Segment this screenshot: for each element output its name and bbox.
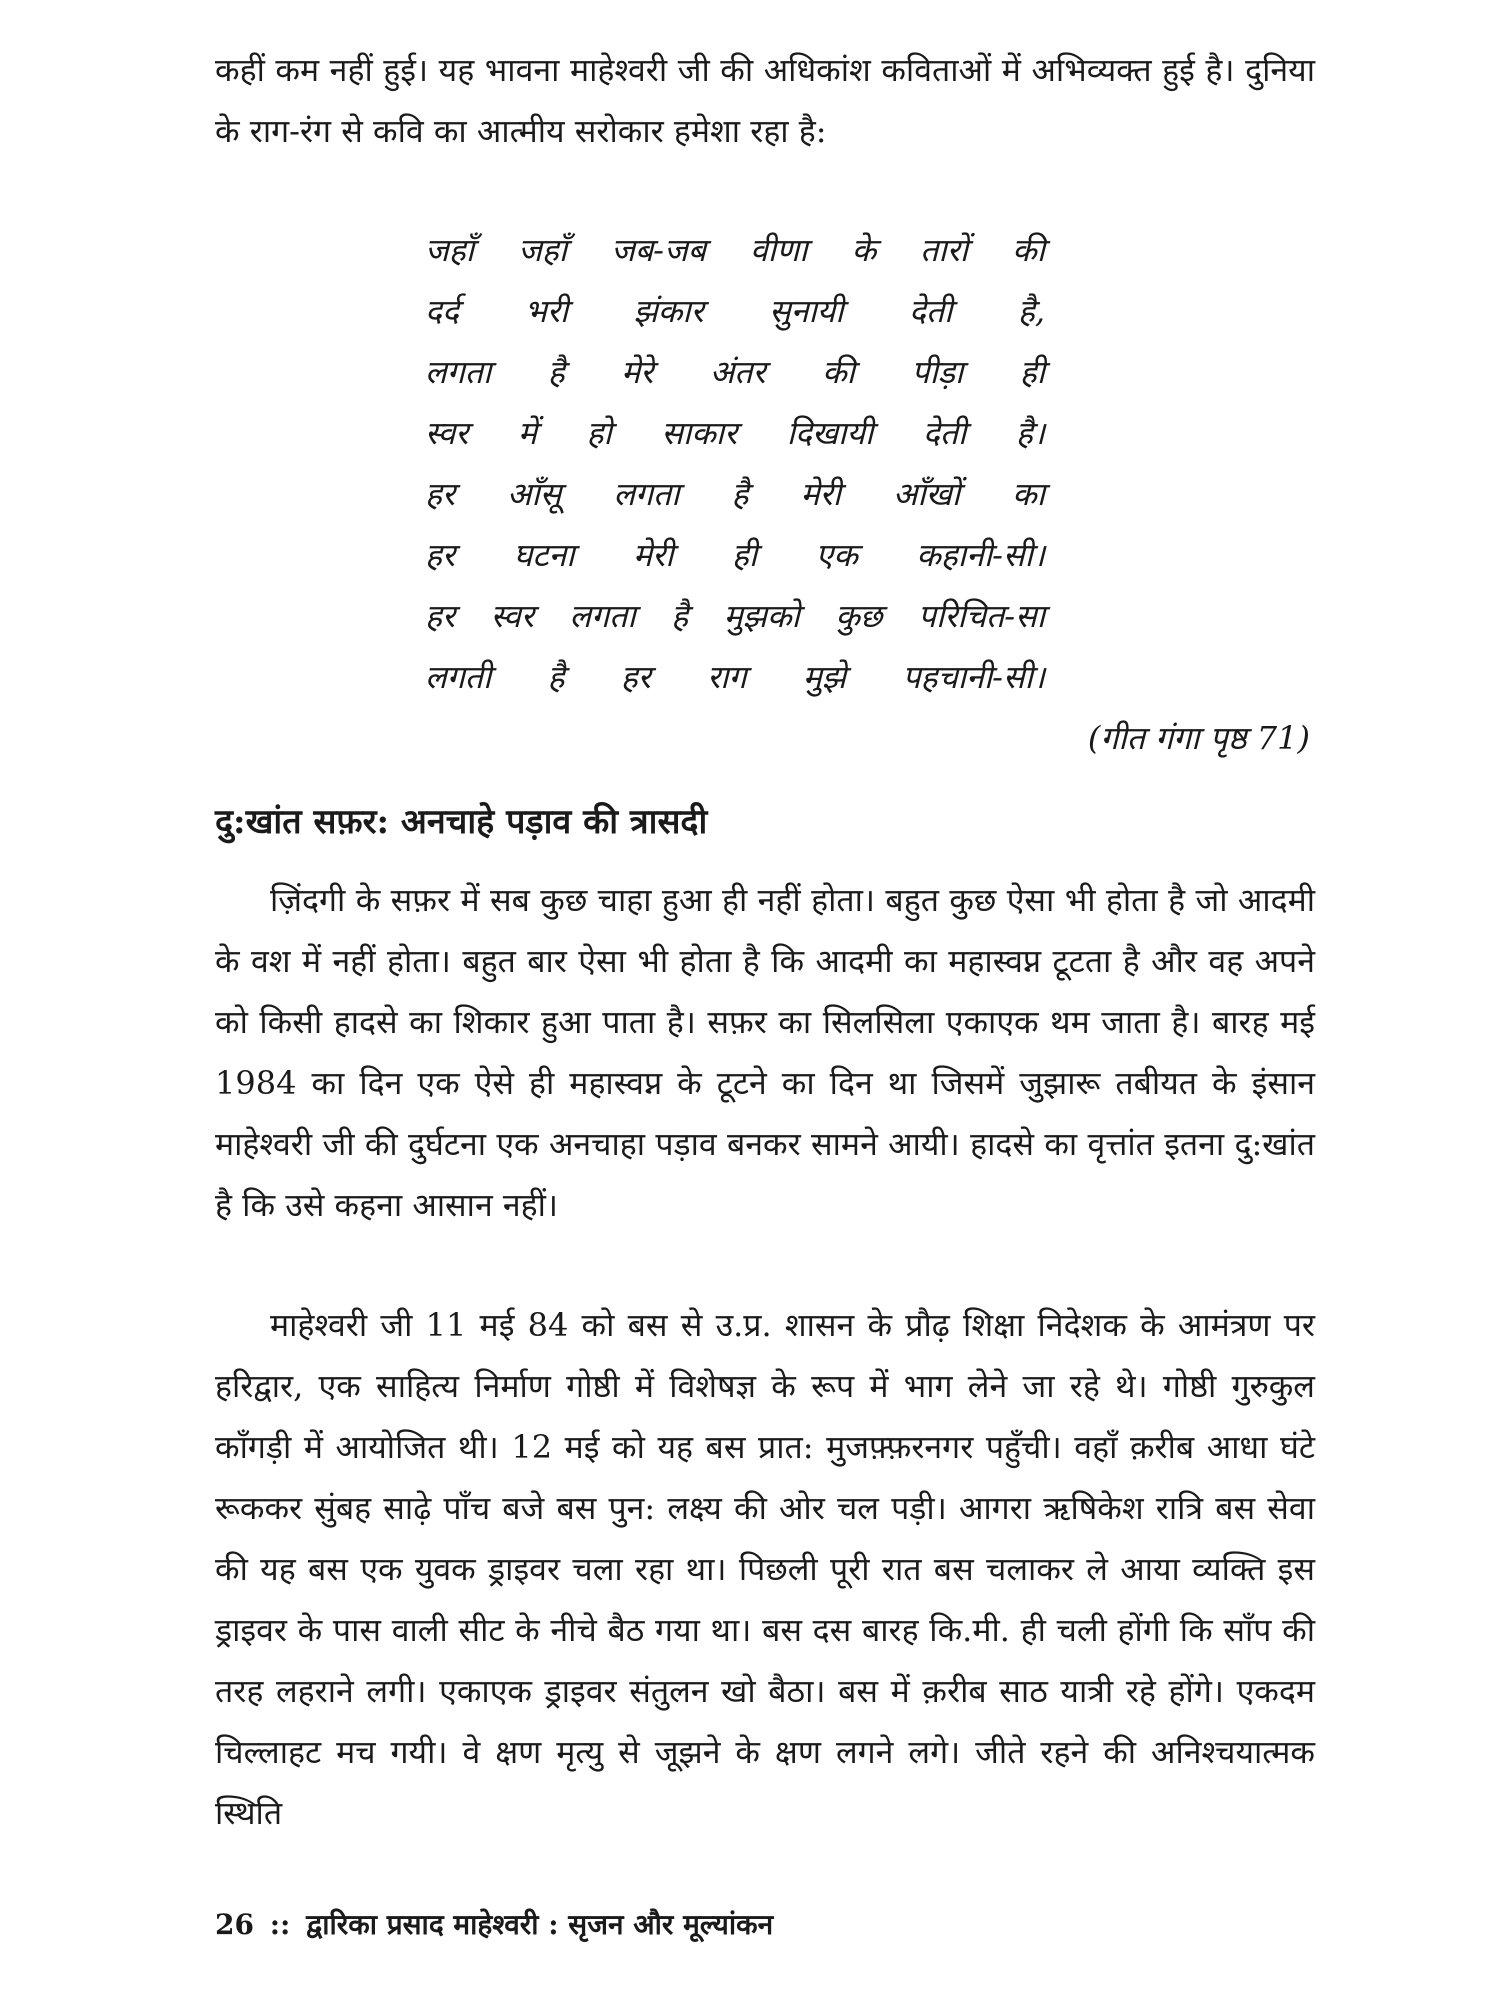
- poem-line: हर आँसू लगता है मेरी आँखों का: [425, 475, 1045, 513]
- poem-citation: (गीत गंगा पृष्ठ 71): [1087, 719, 1310, 757]
- poem-line: जहाँ जहाँ जब-जब वीणा के तारों की: [425, 231, 1045, 269]
- footer-separator: ::: [269, 1908, 291, 1941]
- poem-stanza: [425, 220, 1045, 708]
- poem-line: लगता है मेरे अंतर की पीड़ा ही: [425, 353, 1045, 391]
- poem-line: स्वर में हो साकार दिखायी देती है।: [425, 414, 1045, 452]
- poem-line: हर घटना मेरी ही एक कहानी-सी।: [425, 536, 1045, 574]
- section-paragraph-1: ज़िंदगी के सफ़र में सब कुछ चाहा हुआ ही नहीं होता। बहुत कुछ ऐसा भी होता है जो आदमी के वश में नहीं होता। बहुत बार ऐसा भी होता है कि आदमी का महास्वप्न टूटता है और वह अपने को किसी हादसे का शिकार हुआ पाता है। सफ़र का सिलसिला एकाएक थम जाता है। बारह मई 1984 का दिन एक ऐसे ही महास्वप्न के टूटने का दिन था जिसमें जुझारू तबीयत के इंसान माहेश्वरी जी की दुर्घटना एक अनचाहा पड़ाव बनकर सामने आयी। हादसे का वृत्तांत इतना दु:खांत है कि उसे कहना आसान नहीं।: [215, 881, 1315, 1224]
- page-footer: [215, 1905, 773, 1945]
- section-heading: दु:खांत सफ़र: अनचाहे पड़ाव की त्रासदी: [215, 802, 708, 842]
- poem-line: दर्द भरी झंकार सुनायी देती है,: [425, 292, 1045, 330]
- poem-line: लगती है हर राग मुझे पहचानी-सी।: [425, 658, 1045, 696]
- poem-line: हर स्वर लगता है मुझको कुछ परिचित-सा: [425, 597, 1045, 635]
- book-title: द्वारिका प्रसाद माहेश्वरी : सृजन और मूल्यांकन: [306, 1908, 774, 1941]
- page-number: 26: [215, 1908, 254, 1941]
- section-paragraph-2: माहेश्वरी जी 11 मई 84 को बस से उ.प्र. शासन के प्रौढ़ शिक्षा निदेशक के आमंत्रण पर हरिद्वार, एक साहित्य निर्माण गोष्ठी में विशेषज्ञ के रूप में भाग लेने जा रहे थे। गोष्ठी गुरुकुल काँगड़ी में आयोजित थी। 12 मई को यह बस प्रात: मुजफ़्फ़रनगर पहुँची। वहाँ क़रीब आधा घंटे रूककर सुंबह साढ़े पाँच बजे बस पुन: लक्ष्य की ओर चल पड़ी। आगरा ऋषिकेश रात्रि बस सेवा की यह बस एक युवक ड्राइवर चला रहा था। पिछली पूरी रात बस चलाकर ले आया व्यक्ति इस ड्राइवर के पास वाली सीट के नीचे बैठ गया था। बस दस बारह कि.मी. ही चली होंगी कि साँप की तरह लहराने लगी। एकाएक ड्राइवर संतुलन खो बैठा। बस में क़रीब साठ यात्री रहे होंगे। एकदम चिल्लाहट मच गयी। वे क्षण मृत्यु से जूझने के क्षण लगने लगे। जीते रहने की अनिश्चयात्मक स्थिति: [215, 1306, 1315, 1832]
- intro-paragraph: कहीं कम नहीं हुई। यह भावना माहेश्वरी जी की अधिकांश कविताओं में अभिव्यक्त हुई है। दुनिया के राग-रंग से कवि का आत्मीय सरोकार हमेशा रहा है:: [215, 51, 1315, 150]
